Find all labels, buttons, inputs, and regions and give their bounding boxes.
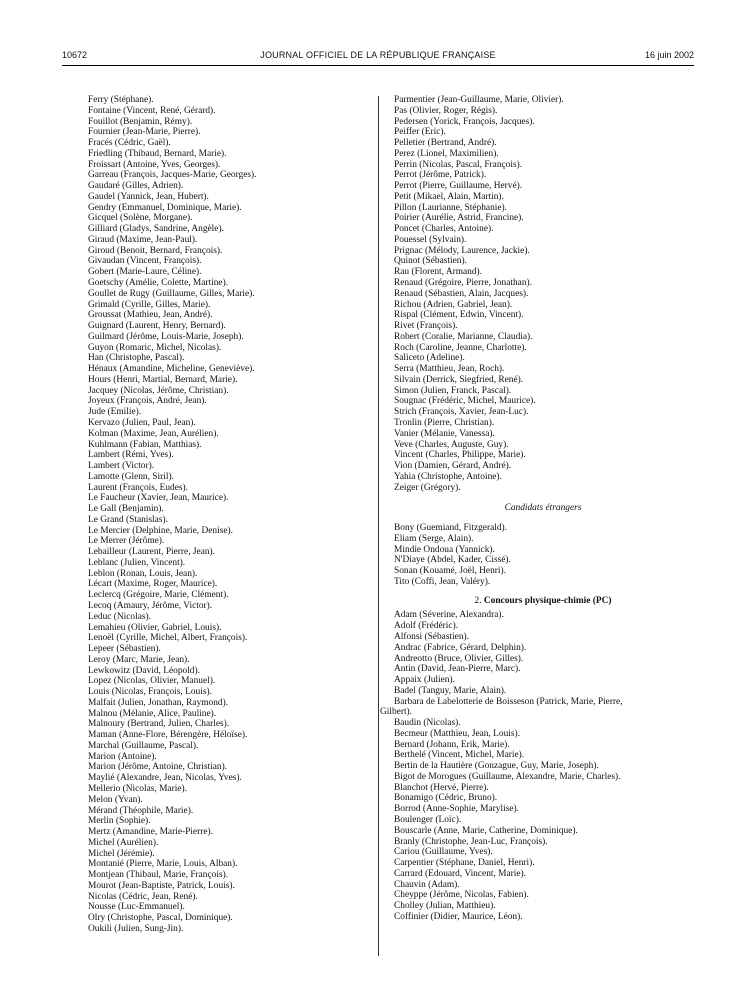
name-entry: Lemahieu (Olivier, Gabriel, Louis). [88,622,222,633]
name-entry: Tito (Coffi, Jean, Valéry). [394,576,491,587]
name-entry: Giraud (Maxime, Jean-Paul). [88,234,198,245]
name-entry: Maylié (Alexandre, Jean, Nicolas, Yves). [88,773,242,784]
name-entry: Lenoël (Cyrille, Michel, Albert, François). [88,633,248,644]
name-entry: Sonan (Kouamé, Joël, Henri). [394,566,506,577]
section-title: Concours physique-chimie (PC) [483,595,612,606]
name-entry: Guignard (Laurent, Henry, Bernard). [88,321,226,332]
name-entry: Andrac (Fabrice, Gérard, Delphin). [394,642,527,653]
name-entry: Strich (François, Xavier, Jean-Luc). [394,407,529,418]
name-entry: Joyeux (François, André, Jean). [88,396,207,407]
name-entry: Le Grand (Stanislas). [88,514,168,525]
name-entry: Melon (Yvan). [88,794,143,805]
name-entry: Lepeer (Sébastien). [88,644,161,655]
name-entry: Robert (Coralie, Marianne, Claudia). [394,331,533,342]
name-entry: Parmentier (Jean-Guillaume, Marie, Olivier). [394,95,564,105]
name-entry: Guilmard (Jérôme, Louis-Marie, Joseph). [88,331,244,342]
name-entry: Richou (Adrien, Gabriel, Jean). [394,299,513,310]
name-entry: Marion (Jérôme, Antoine, Christian). [88,762,228,773]
journal-title: JOURNAL OFFICIEL DE LA RÉPUBLIQUE FRANÇAISE [260,50,496,60]
name-entry: Yahia (Christophe, Antoine). [394,471,502,482]
name-entry: Pillon (Laurianne, Stéphanie). [394,202,507,213]
name-entry: Olry (Christophe, Pascal, Dominique). [88,913,233,924]
name-entry: Nicolas (Cédric, Jean, René). [88,891,198,902]
name-entry: Poirier (Aurélie, Astrid, Francine). [394,213,524,224]
name-entry: Boulenger (Loïc). [394,815,462,825]
name-entry: Bigot de Morogues (Guillaume, Alexandre, Marie, Charles). [394,771,621,782]
name-entry: Mellerio (Nicolas, Marie). [88,784,187,794]
page-number: 10672 [62,50,88,60]
name-entry: Berthelé (Vincent, Michel, Marie). [394,750,525,761]
name-entry: Baudin (Nicolas). [394,718,461,729]
name-entry: Malnoury (Bertrand, Julien, Charles). [88,719,230,730]
name-entry: Fracés (Cédric, Gaël). [88,138,171,149]
name-entry: Coffinier (Didier, Maurice, Léon). [394,911,523,922]
name-entry: Mérand (Théophile, Marie). [88,805,194,816]
name-entry: Han (Christophe, Pascal). [88,353,185,364]
name-entry: Marion (Antoine). [88,751,157,762]
name-entry: Friedling (Thibaud, Bernard, Marie). [88,148,227,159]
name-entry: Le Merrer (Jérôme). [88,536,165,547]
name-entry: Perrin (Nicolas, Pascal, François). [394,159,523,170]
name-entry: Silvain (Derrick, Siegfried, René). [394,374,524,385]
name-entry: Carpentier (Stéphane, Daniel, Henri). [394,858,535,869]
name-entry: Giroud (Benoit, Bernard, François). [88,245,223,256]
name-entry: Fournier (Jean-Marie, Pierre). [88,127,201,138]
section-number: 2. [474,595,482,606]
name-entry: Leroy (Marc, Marie, Jean). [88,654,190,665]
name-entry: Serra (Matthieu, Jean, Roch). [394,364,505,375]
name-entry: Cholley (Julian, Matthieu). [394,901,496,912]
name-entry: Sougnac (Frédéric, Michel, Maurice). [394,396,536,407]
name-entry: Perrot (Pierre, Guillaume, Hervé). [394,181,523,192]
name-entry: Hénaux (Amandine, Micheline, Geneviève). [88,364,255,375]
name-entry: Kuhlmann (Fabian, Matthias). [88,439,202,450]
name-entry: Laurent (François, Eudes). [88,482,188,493]
name-entry: Rispal (Clément, Edwin, Vincent). [394,310,524,321]
name-entry: Nousse (Luc-Emmanuel). [88,902,185,913]
name-entry: Montanié (Pierre, Marie, Louis, Alban). [88,859,238,870]
name-entry: Kervazo (Julien, Paul, Jean). [88,417,196,428]
name-entry: Borrod (Anne-Sophie, Marylise). [394,804,519,815]
name-entry: Hours (Henri, Martial, Bernard, Marie). [88,374,238,385]
name-entry: Becmeur (Matthieu, Jean, Louis). [394,728,521,739]
name-entry: Bony (Guemiand, Fitzgerald). [394,523,507,534]
name-entry: Barbara de Labelotterie de Boisseson (Patrick, Marie, Pierre, [394,696,623,707]
name-entry: Petit (Mikael, Alain, Martin). [394,191,504,202]
name-entry: Gaudaré (Gilles, Adrien). [88,181,184,192]
name-entry: Leblon (Ronan, Louis, Jean). [88,568,198,579]
name-entry: Bertin de la Hautière (Gonzague, Guy, Marie, Joseph). [394,761,599,772]
name-entry: Leblanc (Julien, Vincent). [88,557,186,568]
name-entry: Lopez (Nicolas, Olivier, Manuel). [88,676,216,687]
name-entry: Rivet (François). [394,321,458,332]
name-entry: Renaud (Sébastien, Alain, Jacques). [394,288,529,299]
column-divider [378,96,379,956]
name-entry: Prignac (Mélody, Laurence, Jackie). [394,245,530,256]
name-entry: Grimald (Cyrille, Gilles, Marie). [88,299,211,310]
issue-date: 16 juin 2002 [644,50,694,60]
name-entry: Eliam (Serge, Alain). [394,533,474,544]
name-entry: Pedersen (Yorick, François, Jacques). [394,116,535,127]
name-entry: Mertz (Amandine, Marie-Pierre). [88,827,213,838]
name-entry: Vincent (Charles, Philippe, Marie). [394,450,526,461]
name-entry: Blanchot (Hervé, Pierre). [394,782,489,793]
name-entry: Gendry (Emmanuel, Dominique, Marie). [88,202,242,213]
name-entry: Vion (Damien, Gérard, André). [394,461,512,472]
name-entry: Carrard (Edouard, Vincent, Marie). [394,868,527,879]
name-entry: Alfonsi (Sébastien). [394,631,469,642]
right-name-list [392,95,694,493]
name-entry: Vanier (Mélanie, Vanessa). [394,428,495,439]
name-entry: Lambert (Victor). [88,461,155,472]
name-entry: Montjean (Thibaul, Marie, François). [88,870,229,881]
name-entry: Lamotte (Glenn, Siril). [88,471,174,482]
name-entry: Lebailleur (Laurent, Pierre, Jean). [88,547,216,558]
name-entry: Le Gall (Benjamin). [88,504,164,515]
name-entry: Bonamigo (Cédric, Bruno). [394,793,498,804]
name-entry: Lewkowitz (David, Léopold). [88,665,200,676]
name-entry: Gilbert). [380,707,413,718]
name-entry: Saliceto (Adeline). [394,353,465,364]
name-entry: Malnou (Mélanie, Alice, Pauline). [88,708,217,719]
name-entry: Adolf (Frédéric). [394,621,459,632]
name-entry: Louis (Nicolas, François, Louis). [88,687,212,698]
name-entry: Merlin (Sophie). [88,816,151,827]
name-entry: Le Mercier (Delphine, Marie, Denise). [88,525,233,536]
name-entry: Simon (Julien, Franck, Pascal). [394,385,512,396]
name-entry: Perrot (Jérôme, Patrick). [394,170,487,181]
name-entry: Gaudel (Yannick, Jean, Hubert). [88,191,209,202]
name-entry: Peiffer (Eric). [394,127,446,138]
name-entry: Lécart (Maxime, Roger, Maurice). [88,579,218,590]
name-entry: Maman (Anne-Flore, Bérengère, Héloïse). [88,730,248,741]
name-entry: Roch (Caroline, Jeanne, Charlotte). [394,342,527,353]
header-rule [62,65,694,66]
name-entry: Michel (Jérémie). [88,848,155,859]
name-entry: Kolman (Maxime, Jean, Aurélien). [88,428,219,439]
name-entry: Poncet (Charles, Antoine). [394,224,494,235]
name-entry: Bouscarle (Anne, Marie, Catherine, Dominique). [394,825,578,836]
name-entry: Appaix (Julien). [394,675,455,686]
name-entry: Jacquey (Nicolas, Jérôme, Christian). [88,385,229,396]
section-title-foreign-candidates: Candidats étrangers [504,503,582,514]
right-column [380,95,694,923]
name-entry: Michel (Aurélien). [88,837,159,848]
name-entry: Lecoq (Amaury, Jérôme, Victor). [88,600,213,611]
name-entry: Adam (Séverine, Alexandra). [394,610,504,621]
name-entry: Goetschy (Amélie, Colette, Martine). [88,278,229,289]
foreign-candidates-list [392,523,694,588]
name-entry: Mourot (Jean-Baptiste, Patrick, Louis). [88,880,235,891]
name-entry: Gilliard (Gladys, Sandrine, Angèle). [88,224,224,235]
name-entry: Lambert (Rémi, Yves). [88,450,174,461]
name-entry: Garreau (François, Jacques-Marie, Georges). [88,170,257,181]
name-entry: Gobert (Marie-Laure, Céline). [88,267,202,278]
name-entry: Rau (Florent, Armand). [394,267,483,278]
name-entry: Veve (Charles, Auguste, Guy). [394,439,509,450]
name-entry: Fontaine (Vincent, René, Gérard). [88,105,216,116]
name-entry: Le Faucheur (Xavier, Jean, Maurice). [88,493,229,504]
name-entry: Tronlin (Pierre, Christian). [394,417,495,428]
name-entry: Andreotto (Bruce, Olivier, Gilles). [394,653,524,664]
name-entry: Marchal (Guillaume, Pascal). [88,740,199,751]
name-entry: Guyon (Romaric, Michel, Nicolas). [88,342,222,353]
pc-candidates-list [380,610,694,922]
page-header [62,50,694,62]
name-entry: Froissart (Antoine, Yves, Georges). [88,159,221,170]
name-entry: Perez (Lionel, Maximilien). [394,148,499,159]
name-entry: Cheyppe (Jérôme, Nicolas, Fabien). [394,890,529,901]
name-entry: Antin (David, Jean-Pierre, Marc). [394,664,521,675]
name-entry: Mindie Ondoua (Yannick). [394,544,495,555]
name-entry: Pelletier (Bertrand, André). [394,138,497,149]
name-entry: Ferry (Stéphane). [88,95,154,105]
name-entry: Quinot (Sébastien). [394,256,467,267]
name-entry: Pouessel (Sylvain). [394,234,467,245]
name-entry: Goullet de Rugy (Guillaume, Gilles, Marie). [88,288,255,299]
name-entry: Malfait (Julien, Jonathan, Raymond). [88,697,229,708]
name-entry: Renaud (Grégoire, Pierre, Jonathan). [394,278,532,289]
name-entry: Bernard (Johann, Erik, Marie). [394,739,510,750]
name-entry: Pas (Olivier, Roger, Régis). [394,105,498,116]
name-entry: N'Diaye (Abdel, Kader, Cissé). [394,555,511,566]
name-entry: Oukili (Julien, Sung-Jin). [88,923,184,934]
name-entry: Groussat (Mathieu, Jean, André). [88,310,213,321]
name-entry: Chauvin (Adam). [394,879,460,890]
name-entry: Zeiger (Grégory). [394,482,461,493]
name-entry: Branly (Christophe, Jean-Luc, François). [394,836,548,847]
name-entry: Leclercq (Grégoire, Marie, Clément). [88,590,229,601]
name-entry: Jude (Emilie). [88,407,142,418]
name-entry: Givaudan (Vincent, François). [88,256,202,267]
name-entry: Badel (Tanguy, Marie, Alain). [394,685,507,696]
name-entry: Gicquel (Solène, Morgane). [88,213,193,224]
name-entry: Leduc (Nicolas). [88,611,151,622]
name-entry: Fouillot (Benjamin, Rémy). [88,116,193,127]
name-entry: Cariou (Guillaume, Yves). [394,847,493,858]
left-column [88,95,373,935]
section-heading-pc [392,596,694,607]
